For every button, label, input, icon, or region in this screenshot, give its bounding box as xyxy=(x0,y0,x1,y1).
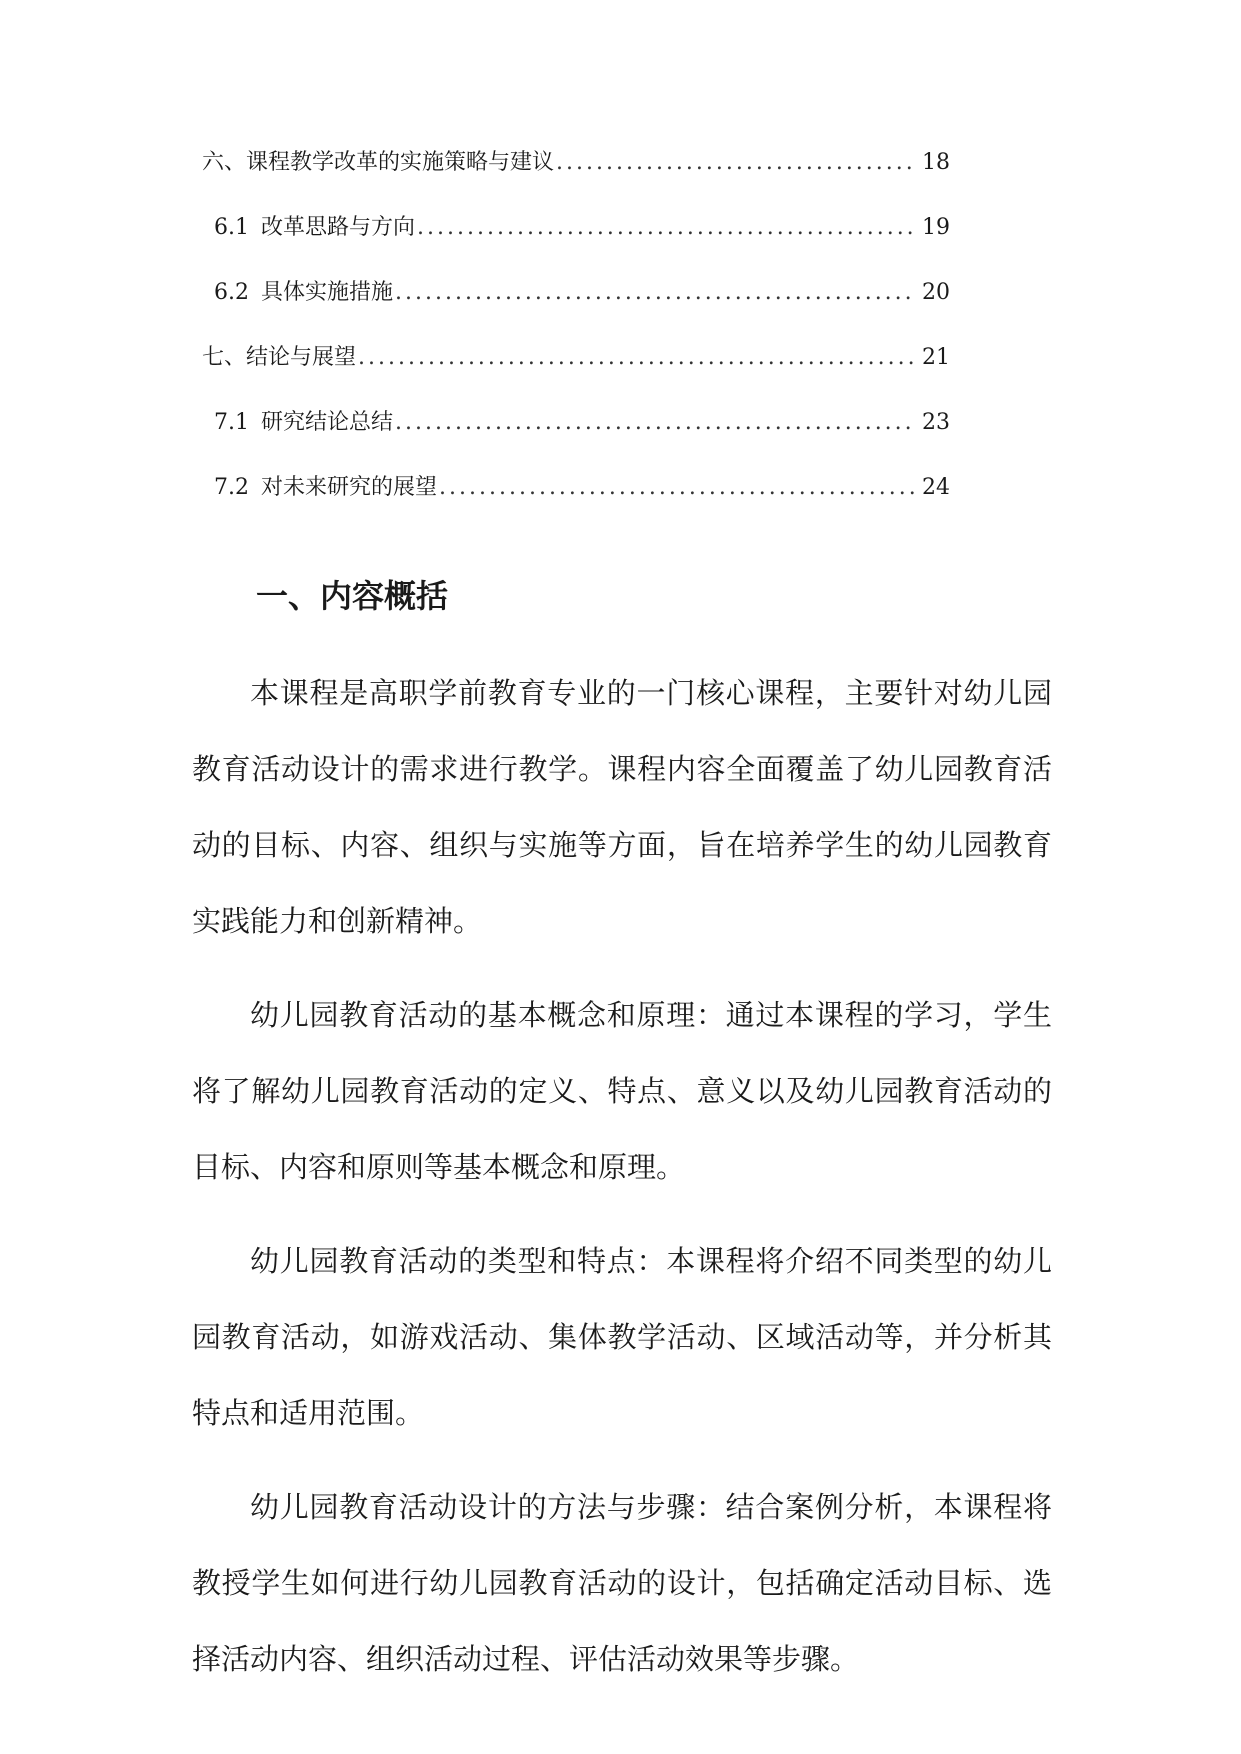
body-paragraph: 本课程是高职学前教育专业的一门核心课程，主要针对幼儿园教育活动设计的需求进行教学。课程内容全面覆盖了幼儿园教育活动的目标、内容、组织与实施等方面，旨在培养学生的幼儿园教育实践能力和创新精神。 xyxy=(192,676,1052,938)
toc-entry-title: 六、课程教学改革的实施策略与建议 xyxy=(202,150,555,175)
toc-dot-leader xyxy=(556,148,916,178)
toc-dot-leader xyxy=(417,213,916,243)
toc-entry-title: 对未来研究的展望 xyxy=(261,475,438,500)
toc-entry-number: 6.2 xyxy=(214,280,249,305)
toc-entry[interactable] xyxy=(190,343,950,408)
toc-entry-number: 7.1 xyxy=(214,410,249,435)
toc-entry[interactable] xyxy=(190,408,950,473)
toc-entry[interactable] xyxy=(190,148,950,213)
toc-entry[interactable] xyxy=(190,473,950,538)
toc-entry-page: 18 xyxy=(922,150,950,175)
toc-entry-page: 20 xyxy=(922,280,950,305)
body-paragraph: 幼儿园教育活动的基本概念和原理：通过本课程的学习，学生将了解幼儿园教育活动的定义、特点、意义以及幼儿园教育活动的目标、内容和原则等基本概念和原理。 xyxy=(192,998,1052,1184)
toc-entry-number: 7.2 xyxy=(214,475,249,500)
toc-dot-leader xyxy=(395,408,916,438)
section-heading: 一、内容概括 xyxy=(256,577,449,615)
toc-entry-page: 24 xyxy=(922,475,950,500)
toc-entry-page: 19 xyxy=(922,215,950,240)
toc-entry[interactable] xyxy=(190,278,950,343)
toc-entry-title: 研究结论总结 xyxy=(261,410,394,435)
table-of-contents xyxy=(190,148,950,538)
toc-entry-number: 6.1 xyxy=(214,215,249,240)
toc-entry-title: 具体实施措施 xyxy=(261,280,394,305)
toc-dot-leader xyxy=(439,473,916,503)
toc-entry[interactable] xyxy=(190,213,950,278)
toc-dot-leader xyxy=(358,343,916,373)
toc-dot-leader xyxy=(395,278,916,308)
body-paragraph: 幼儿园教育活动的类型和特点：本课程将介绍不同类型的幼儿园教育活动，如游戏活动、集体教学活动、区域活动等，并分析其特点和适用范围。 xyxy=(192,1244,1052,1430)
toc-entry-title: 改革思路与方向 xyxy=(261,215,416,240)
toc-entry-title: 七、结论与展望 xyxy=(202,345,357,370)
toc-entry-page: 21 xyxy=(922,345,950,370)
section-body xyxy=(192,655,1052,1715)
toc-entry-page: 23 xyxy=(922,410,950,435)
body-paragraph: 幼儿园教育活动设计的方法与步骤：结合案例分析，本课程将教授学生如何进行幼儿园教育活动的设计，包括确定活动目标、选择活动内容、组织活动过程、评估活动效果等步骤。 xyxy=(192,1490,1052,1676)
